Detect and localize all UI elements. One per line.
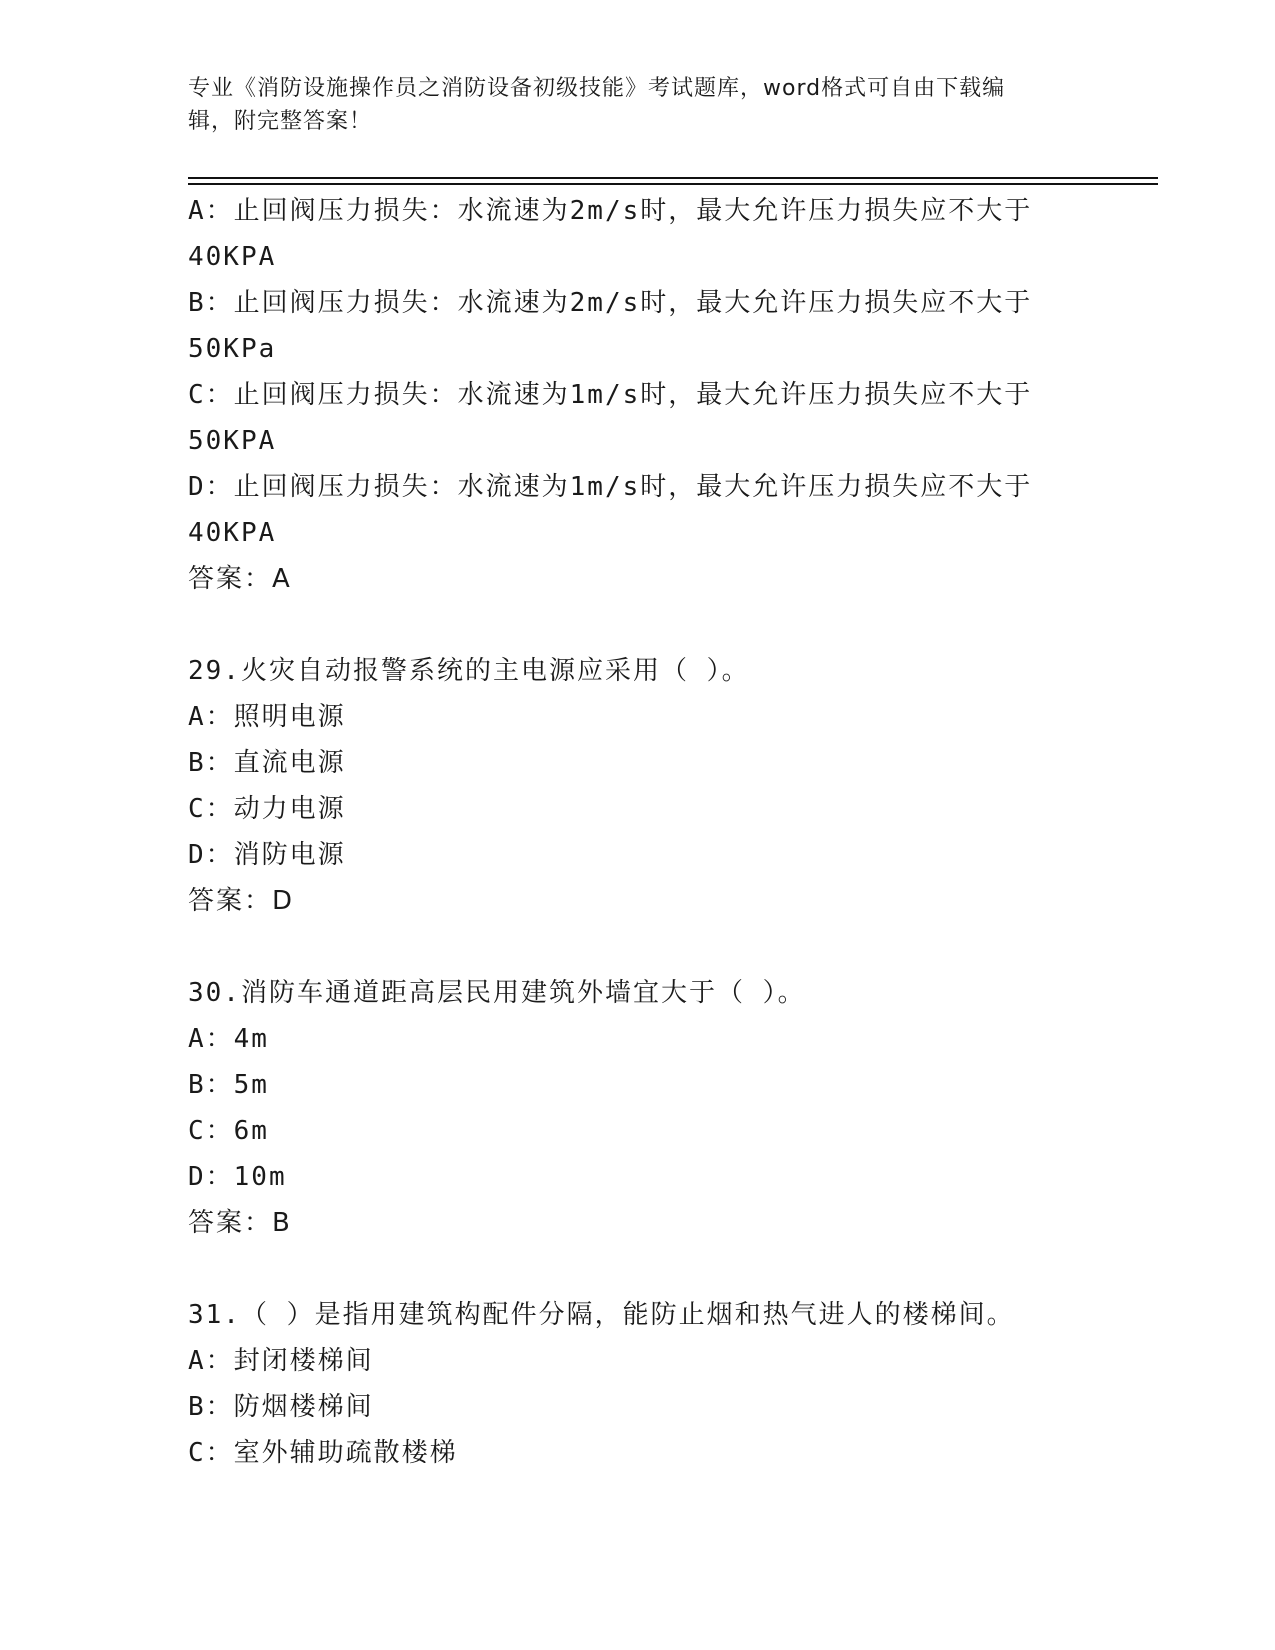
option-d: D：10m (188, 1162, 287, 1192)
answer: 答案：D (188, 886, 295, 916)
option-b: B：防烟楼梯间 (188, 1392, 374, 1422)
option-d-line-2: 40KPA (188, 518, 277, 548)
option-c-line-2: 50KPA (188, 426, 277, 456)
header-line-2: 辑，附完整答案！ (188, 109, 373, 134)
question-text: 30.消防车通道距高层民用建筑外墙宜大于（ ）。 (188, 978, 806, 1008)
question-28 (188, 188, 1068, 602)
header-rule-bottom (188, 183, 1158, 185)
option-b: B：直流电源 (188, 748, 346, 778)
option-a: A：4m (188, 1024, 269, 1054)
option-b: B：5m (188, 1070, 269, 1100)
question-30 (188, 970, 1068, 1246)
option-a: A：封闭楼梯间 (188, 1346, 374, 1376)
answer: 答案：B (188, 1208, 292, 1238)
option-c-line-1: C：止回阀压力损失：水流速为1m/s时，最大允许压力损失应不大于 (188, 380, 1033, 410)
spacer (188, 924, 1068, 970)
option-c: C：6m (188, 1116, 269, 1146)
option-d: D：消防电源 (188, 840, 346, 870)
option-a-line-2: 40KPA (188, 242, 277, 272)
option-d-line-1: D：止回阀压力损失：水流速为1m/s时，最大允许压力损失应不大于 (188, 472, 1033, 502)
answer: 答案：A (188, 564, 292, 594)
spacer (188, 602, 1068, 648)
question-31 (188, 1292, 1068, 1476)
question-text: 29.火灾自动报警系统的主电源应采用（ ）。 (188, 656, 750, 686)
question-text: 31.（ ）是指用建筑构配件分隔，能防止烟和热气进人的楼梯间。 (188, 1300, 1015, 1330)
option-c: C：动力电源 (188, 794, 346, 824)
option-b-line-1: B：止回阀压力损失：水流速为2m/s时，最大允许压力损失应不大于 (188, 288, 1033, 318)
header-line-1: 专业《消防设施操作员之消防设备初级技能》考试题库，word格式可自由下载编 (188, 76, 1006, 101)
option-b-line-2: 50KPa (188, 334, 277, 364)
header-rule-top (188, 177, 1158, 179)
document-header (188, 72, 1088, 138)
option-a-line-1: A：止回阀压力损失：水流速为2m/s时，最大允许压力损失应不大于 (188, 196, 1033, 226)
spacer (188, 1246, 1068, 1292)
option-a: A：照明电源 (188, 702, 346, 732)
question-list (188, 188, 1068, 1476)
question-29 (188, 648, 1068, 924)
option-c: C：室外辅助疏散楼梯 (188, 1438, 458, 1468)
